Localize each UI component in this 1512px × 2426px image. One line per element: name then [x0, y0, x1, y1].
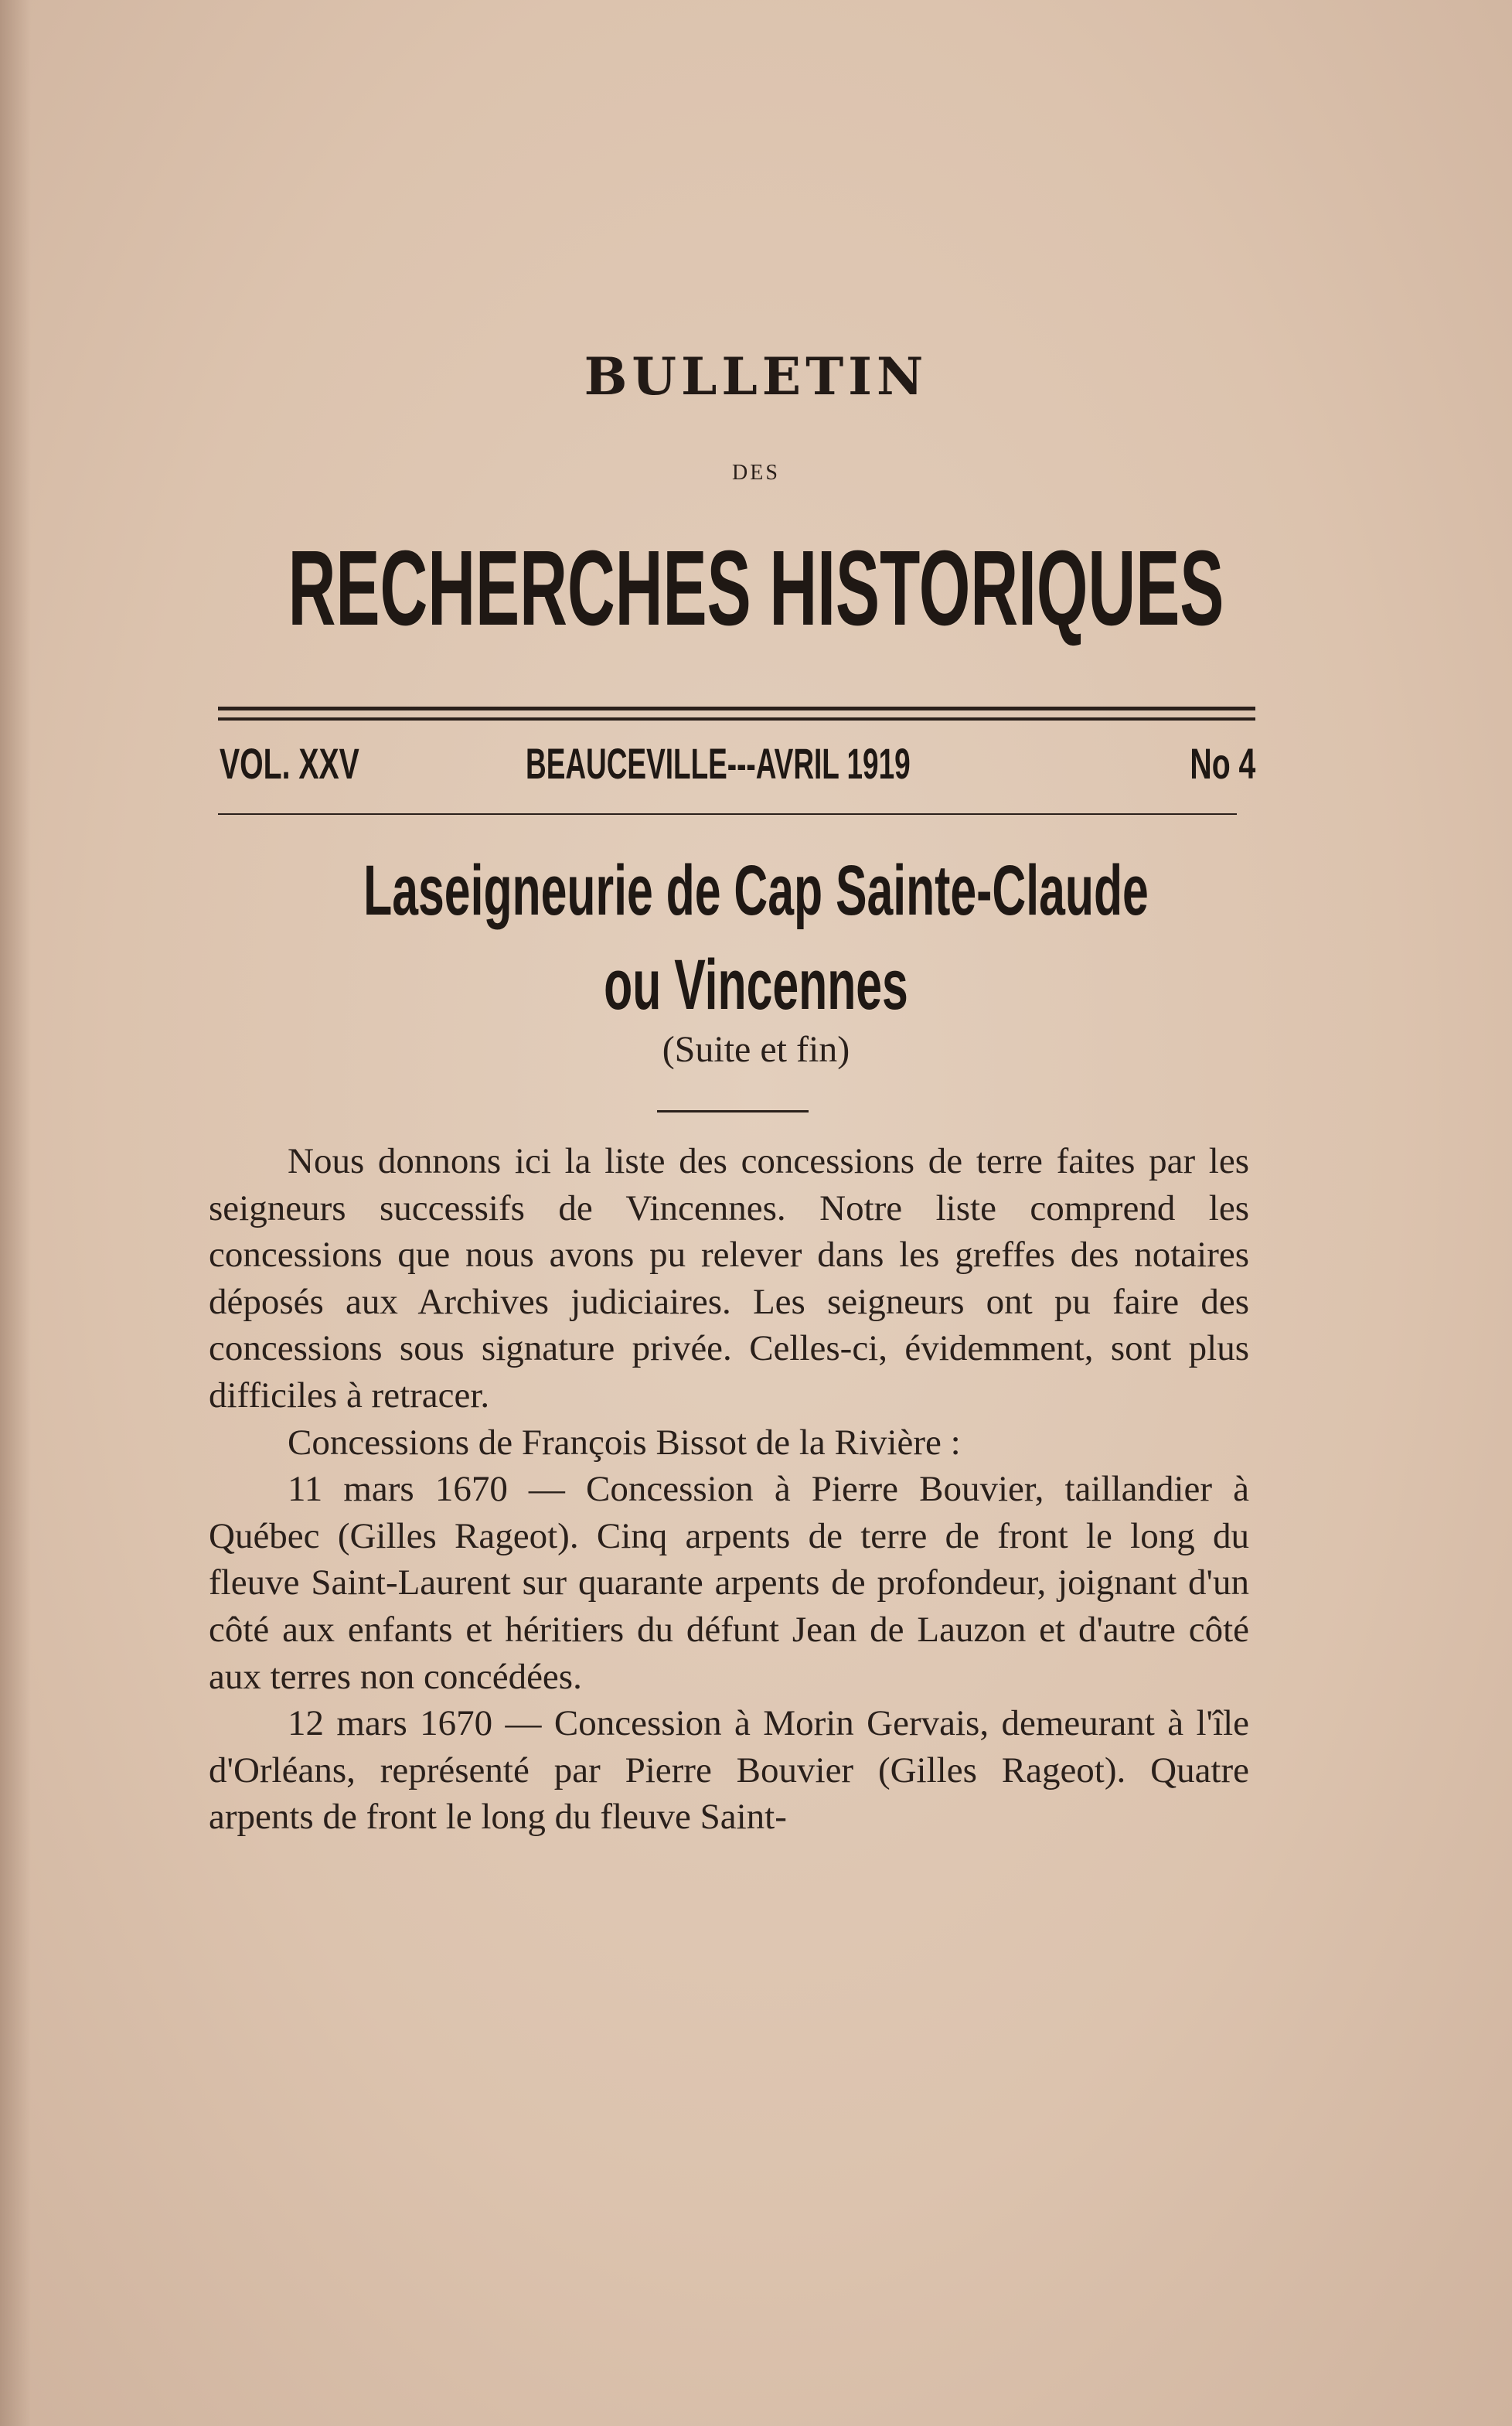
- issue-place-date: BEAUCEVILLE---AVRIL 1919: [526, 739, 911, 788]
- article-body: [209, 1138, 1249, 1841]
- masthead-rule-bottom: [218, 717, 1255, 721]
- issue-rule: [218, 813, 1237, 815]
- issue-line: [220, 739, 1255, 796]
- paragraph: 12 mars 1670 — Concession à Morin Gervais, demeurant à l'île d'Orléans, représenté par Pierre Bouvier (Gilles Rageot). Quatre arpents de front le long du fleuve Saint-: [209, 1703, 1249, 1838]
- paragraph: Nous donnons ici la liste des concessions de terre faites par les seigneurs successifs de Vincennes. Notre liste comprend les concessions que nous avons pu relever dans les greffes des notaires déposés aux Archives judiciaires. Les seigneurs ont pu faire des concessions sous signature privée. Celles-ci, évidemment, sont plus difficiles à retracer.: [209, 1141, 1249, 1416]
- paragraph: Concessions de François Bissot de la Rivière :: [288, 1422, 961, 1463]
- masthead-rule-top: [218, 707, 1255, 710]
- title-separator: [657, 1110, 809, 1112]
- masthead-des: DES: [732, 461, 780, 485]
- article-subtitle: (Suite et fin): [662, 1029, 850, 1070]
- masthead-bulletin: BULLETIN: [584, 346, 928, 407]
- issue-number: No 4: [1190, 739, 1255, 788]
- issue-volume: VOL. XXV: [220, 739, 359, 788]
- article-title-line2: ou Vincennes: [604, 946, 908, 1024]
- masthead-title: RECHERCHES HISTORIQUES: [288, 529, 1224, 648]
- article-title-line1: Laseigneurie de Cap Sainte-Claude: [363, 851, 1149, 930]
- paragraph: 11 mars 1670 — Concession à Pierre Bouvier, taillandier à Québec (Gilles Rageot). Cinq arpents de terre de front le long du fleuve Saint-Laurent sur quarante arpents de profondeur, joignant d'un côté aux enfants et héritiers du défunt Jean de Lauzon et d'autre côté aux terres non concédées.: [209, 1469, 1249, 1697]
